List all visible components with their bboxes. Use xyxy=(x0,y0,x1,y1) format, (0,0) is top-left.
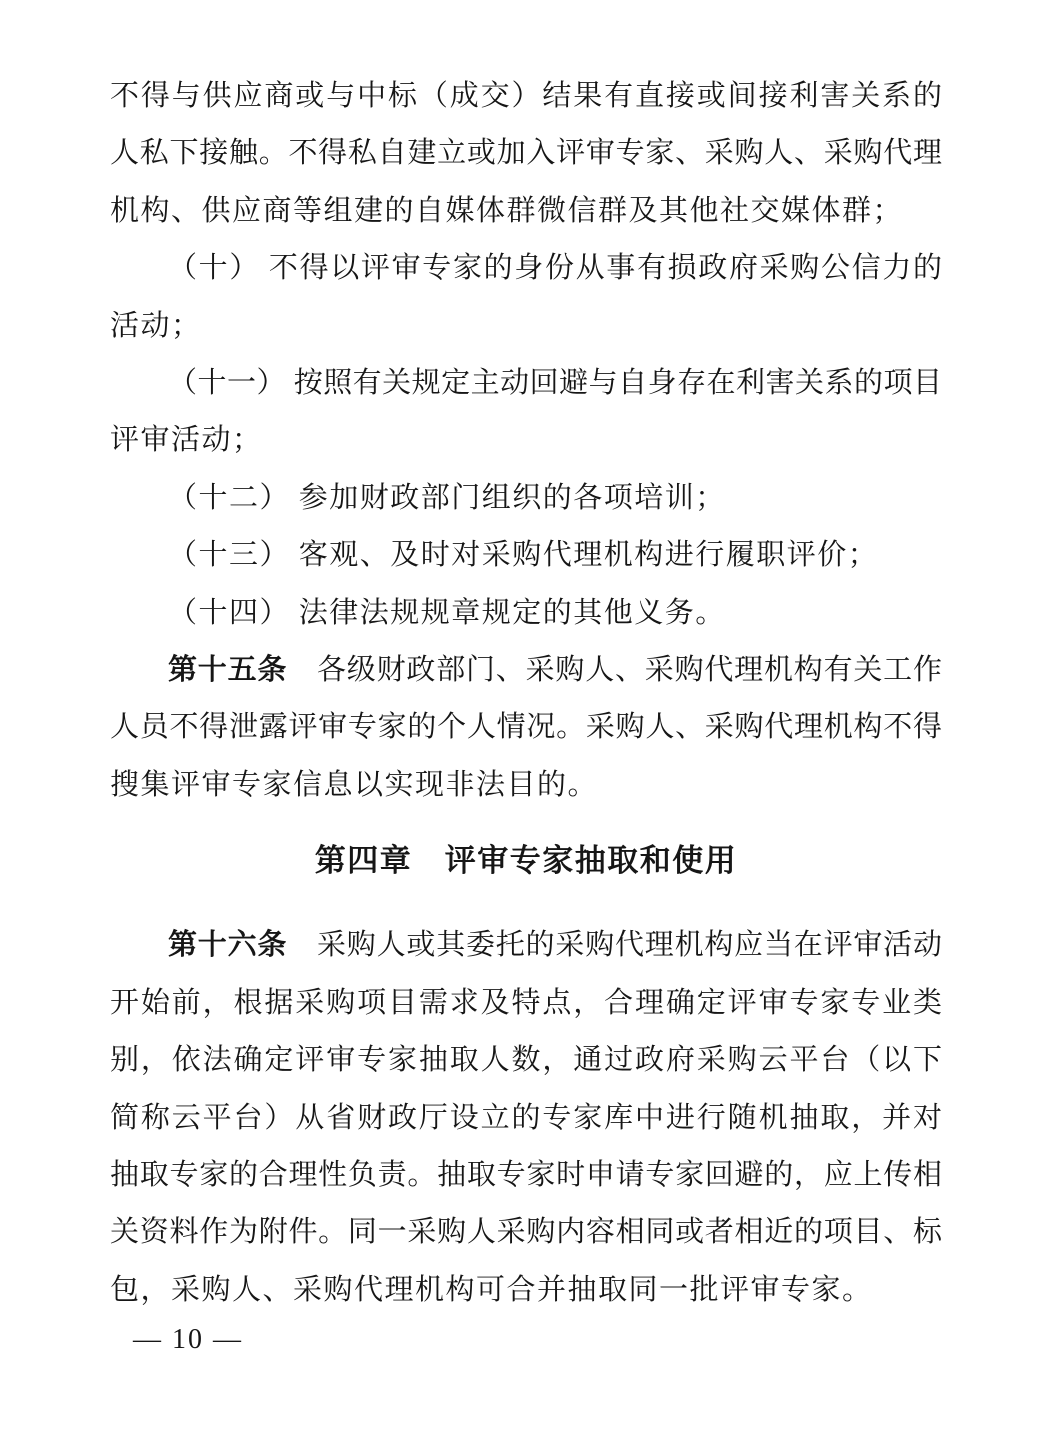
paragraph-expert-obligations xyxy=(110,68,942,814)
text-segment: 开始前，根据采购项目需求及特点，合理确定评审专家专业类 xyxy=(110,986,942,1019)
text-line xyxy=(110,1262,942,1319)
text-line xyxy=(110,585,942,642)
text-segment: 活动； xyxy=(110,309,202,342)
text-segment: 不得与供应商或与中标（成交）结果有直接或间接利害关系的 xyxy=(110,80,942,112)
text-segment: 人员不得泄露评审专家的个人情况。采购人、采购代理机构不得 xyxy=(110,711,942,744)
text-line xyxy=(110,642,942,699)
text-line xyxy=(110,470,942,527)
text-line xyxy=(110,298,942,355)
text-line xyxy=(110,699,942,756)
page-number: — 10 — xyxy=(133,1324,243,1356)
text-segment: 抽取专家的合理性负责。抽取专家时申请专家回避的，应上传相 xyxy=(110,1159,942,1192)
text-segment: （十三） 客观、及时对采购代理机构进行履职评价； xyxy=(168,539,879,572)
text-line xyxy=(110,1032,942,1089)
text-line xyxy=(110,240,942,297)
text-line xyxy=(110,183,942,240)
text-segment: （十四） 法律法规规章规定的其他义务。 xyxy=(168,596,726,629)
text-line xyxy=(110,355,942,412)
text-line xyxy=(110,1147,942,1204)
text-segment: 各级财政部门、采购人、采购代理机构有关工作 xyxy=(287,653,942,686)
text-segment: 采购人或其委托的采购代理机构应当在评审活动 xyxy=(287,929,942,962)
text-segment: 简称云平台）从省财政厅设立的专家库中进行随机抽取，并对 xyxy=(110,1101,942,1134)
text-segment: （十二） 参加财政部门组织的各项培训； xyxy=(168,481,726,514)
text-line xyxy=(110,68,942,125)
text-segment: 人私下接触。不得私自建立或加入评审专家、采购人、采购代理 xyxy=(110,137,942,170)
text-line xyxy=(110,125,942,182)
text-line xyxy=(110,1204,942,1261)
article-number-label: 第十六条 xyxy=(168,929,288,962)
text-line xyxy=(110,917,942,974)
text-line xyxy=(110,975,942,1032)
text-segment: 别，依法确定评审专家抽取人数，通过政府采购云平台（以下 xyxy=(110,1044,942,1077)
chapter-heading: 第四章 评审专家抽取和使用 xyxy=(314,843,738,879)
text-line xyxy=(110,757,942,814)
text-segment: （十） 不得以评审专家的身份从事有损政府采购公信力的 xyxy=(168,252,942,285)
text-segment: 搜集评审专家信息以实现非法目的。 xyxy=(110,768,599,801)
paragraph-article-sixteen xyxy=(110,917,942,1319)
text-segment: 关资料作为附件。同一采购人采购内容相同或者相近的项目、标 xyxy=(110,1216,942,1249)
text-segment: 评审活动； xyxy=(110,424,263,457)
text-line xyxy=(110,412,942,469)
text-segment: 包，采购人、采购代理机构可合并抽取同一批评审专家。 xyxy=(110,1273,873,1306)
document-content xyxy=(110,68,942,1355)
text-line xyxy=(110,1090,942,1147)
article-number-label: 第十五条 xyxy=(168,653,288,686)
text-segment: （十一） 按照有关规定主动回避与自身存在利害关系的项目 xyxy=(168,366,942,399)
text-segment: 机构、供应商等组建的自媒体群微信群及其他社交媒体群； xyxy=(110,194,904,227)
text-line xyxy=(110,527,942,584)
